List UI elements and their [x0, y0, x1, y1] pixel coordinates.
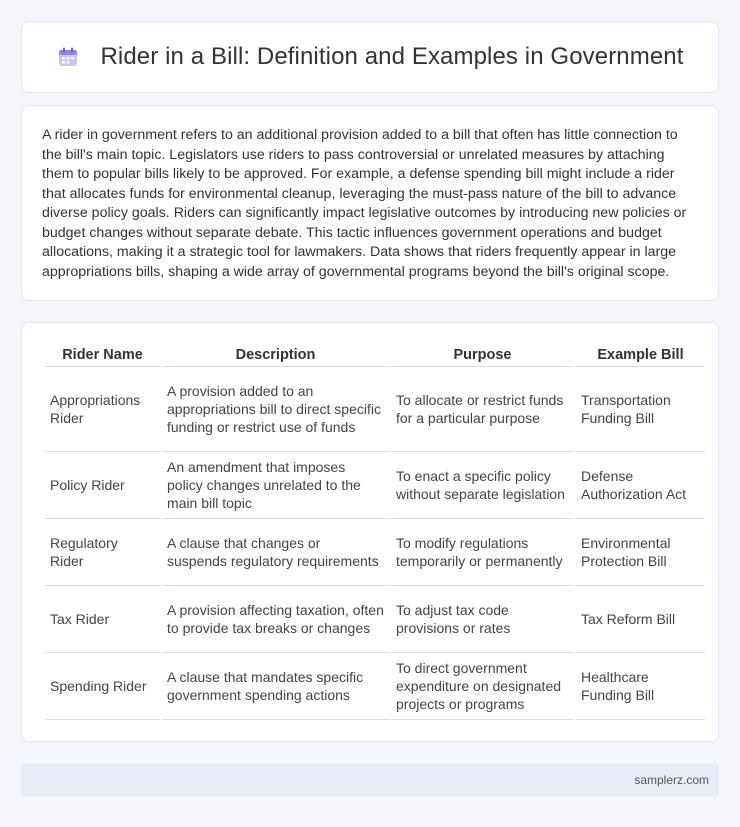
table-row [45, 367, 705, 452]
cell-purpose: To modify regulations temporarily or permanently [391, 519, 574, 586]
cell-rider-name: Policy Rider [45, 452, 160, 519]
table-header-row [45, 343, 705, 367]
cell-description: A provision affecting taxation, often to provide tax breaks or changes [162, 586, 389, 653]
cell-example-bill: Tax Reform Bill [576, 586, 705, 653]
column-header-description: Description [162, 343, 389, 367]
cell-rider-name: Appropriations Rider [45, 367, 160, 452]
calendar-icon [56, 45, 80, 69]
cell-example-bill: Healthcare Funding Bill [576, 653, 705, 720]
table-row [45, 653, 705, 720]
table-row [45, 519, 705, 586]
cell-description: A provision added to an appropriations bill to direct specific funding or restrict use of funds [162, 367, 389, 452]
riders-table [43, 343, 707, 720]
column-header-example-bill: Example Bill [576, 343, 705, 367]
header-card [21, 21, 719, 93]
cell-description: An amendment that imposes policy changes unrelated to the main bill topic [162, 452, 389, 519]
intro-paragraph: A rider in government refers to an additional provision added to a bill that often has little connection to the bill's main topic. Legislators use riders to pass controversial or unrelated measures by attaching them to popular bills likely to be approved. For example, a defense spending bill might include a rider that allocates funds for environmental cleanup, leveraging the must-pass nature of the bill to advance diverse policy goals. Riders can significantly impact legislative outcomes by introducing new policies or budget changes without separate debate. This tactic influences government operations and budget allocations, making it a strategic tool for lawmakers. Data shows that riders frequently appear in large appropriations bills, shaping a wide array of governmental programs beyond the bill's original scope. [42, 127, 687, 280]
table-row [45, 586, 705, 653]
column-header-rider-name: Rider Name [45, 343, 160, 367]
column-header-purpose: Purpose [391, 343, 574, 367]
cell-description: A clause that changes or suspends regulatory requirements [162, 519, 389, 586]
intro-card [21, 105, 719, 301]
cell-purpose: To enact a specific policy without separate legislation [391, 452, 574, 519]
table-row [45, 452, 705, 519]
cell-rider-name: Tax Rider [45, 586, 160, 653]
footer-bar [21, 763, 719, 797]
cell-rider-name: Spending Rider [45, 653, 160, 720]
cell-rider-name: Regulatory Rider [45, 519, 160, 586]
cell-purpose: To allocate or restrict funds for a particular purpose [391, 367, 574, 452]
cell-example-bill: Transportation Funding Bill [576, 367, 705, 452]
table-card [21, 322, 719, 742]
header-inner [56, 43, 683, 71]
cell-example-bill: Environmental Protection Bill [576, 519, 705, 586]
cell-description: A clause that mandates specific government spending actions [162, 653, 389, 720]
cell-example-bill: Defense Authorization Act [576, 452, 705, 519]
cell-purpose: To direct government expenditure on designated projects or programs [391, 653, 574, 720]
footer-site-link[interactable]: samplerz.com [634, 773, 709, 787]
page-title: Rider in a Bill: Definition and Examples in Government [100, 43, 684, 70]
cell-purpose: To adjust tax code provisions or rates [391, 586, 574, 653]
